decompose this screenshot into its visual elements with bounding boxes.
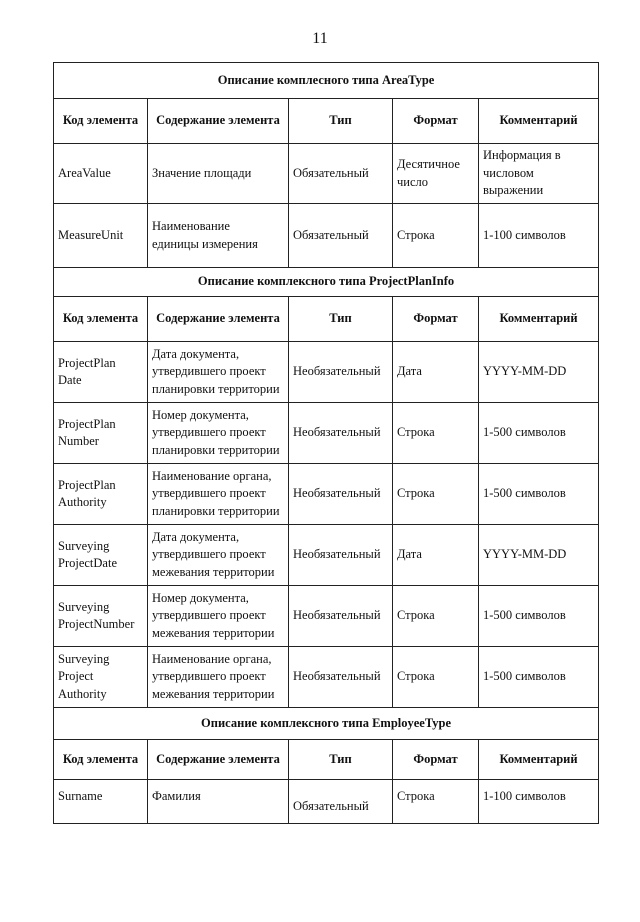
table-row xyxy=(54,586,599,647)
element-content-cell: Дата документа, утвердившего проект межевания территории xyxy=(148,525,289,586)
column-header: Комментарий xyxy=(479,99,599,144)
column-header: Формат xyxy=(393,99,479,144)
element-format-cell: Дата xyxy=(393,525,479,586)
element-format-cell: Строка xyxy=(393,647,479,708)
element-content-cell: Дата документа, утвердившего проект планировки территории xyxy=(148,342,289,403)
column-header: Формат xyxy=(393,740,479,780)
element-code-cell: Surname xyxy=(54,780,148,824)
element-comment-cell: 1-500 символов xyxy=(479,586,599,647)
column-header: Комментарий xyxy=(479,297,599,342)
element-content-cell: Наименование органа, утвердившего проект межевания территории xyxy=(148,647,289,708)
element-content-cell: Номер документа, утвердившего проект межевания территории xyxy=(148,586,289,647)
element-format-cell: Строка xyxy=(393,780,479,824)
column-header: Содержание элемента xyxy=(148,99,289,144)
column-header: Код элемента xyxy=(54,297,148,342)
section-title-projectplaninfo: Описание комплексного типа ProjectPlanInfo xyxy=(54,268,599,297)
element-code-cell: AreaValue xyxy=(54,144,148,204)
element-content-cell: Номер документа, утвердившего проект планировки территории xyxy=(148,403,289,464)
element-comment-cell: Информация в числовом выражении xyxy=(479,144,599,204)
element-format-cell: Строка xyxy=(393,403,479,464)
section-title-row xyxy=(54,63,599,99)
element-format-cell: Строка xyxy=(393,464,479,525)
element-content-cell: Наименование единицы измерения xyxy=(148,204,289,268)
column-header: Содержание элемента xyxy=(148,297,289,342)
header-row xyxy=(54,99,599,144)
table-row xyxy=(54,144,599,204)
header-row xyxy=(54,740,599,780)
table-row xyxy=(54,780,599,824)
table-row xyxy=(54,204,599,268)
element-content-cell: Значение площади xyxy=(148,144,289,204)
element-type-cell: Необязательный xyxy=(289,403,393,464)
element-format-cell: Строка xyxy=(393,586,479,647)
element-format-cell: Десятичное число xyxy=(393,144,479,204)
section-title-row xyxy=(54,708,599,740)
column-header: Тип xyxy=(289,99,393,144)
table-row xyxy=(54,464,599,525)
column-header: Формат xyxy=(393,297,479,342)
element-comment-cell: YYYY-MM-DD xyxy=(479,342,599,403)
element-comment-cell: 1-100 символов xyxy=(479,780,599,824)
element-code-cell: ProjectPlan Number xyxy=(54,403,148,464)
element-code-cell: ProjectPlan Date xyxy=(54,342,148,403)
element-type-cell: Обязательный xyxy=(289,780,393,824)
column-header: Код элемента xyxy=(54,99,148,144)
column-header: Код элемента xyxy=(54,740,148,780)
table-row xyxy=(54,647,599,708)
column-header: Тип xyxy=(289,740,393,780)
element-type-cell: Необязательный xyxy=(289,586,393,647)
column-header: Комментарий xyxy=(479,740,599,780)
element-format-cell: Дата xyxy=(393,342,479,403)
table-row xyxy=(54,525,599,586)
column-header: Тип xyxy=(289,297,393,342)
element-comment-cell: 1-500 символов xyxy=(479,464,599,525)
element-type-cell: Необязательный xyxy=(289,464,393,525)
element-code-cell: ProjectPlan Authority xyxy=(54,464,148,525)
element-description-table xyxy=(53,62,599,824)
page-number: 11 xyxy=(312,30,328,47)
element-content-cell: Фамилия xyxy=(148,780,289,824)
table-row xyxy=(54,403,599,464)
element-code-cell: Surveying Project Authority xyxy=(54,647,148,708)
column-header: Содержание элемента xyxy=(148,740,289,780)
section-title-areatype: Описание комплесного типа AreaType xyxy=(54,63,599,99)
element-code-cell: Surveying ProjectNumber xyxy=(54,586,148,647)
element-comment-cell: 1-100 символов xyxy=(479,204,599,268)
element-type-cell: Обязательный xyxy=(289,144,393,204)
element-comment-cell: YYYY-MM-DD xyxy=(479,525,599,586)
element-code-cell: MeasureUnit xyxy=(54,204,148,268)
element-comment-cell: 1-500 символов xyxy=(479,647,599,708)
element-content-cell: Наименование органа, утвердившего проект планировки территории xyxy=(148,464,289,525)
element-format-cell: Строка xyxy=(393,204,479,268)
element-type-cell: Необязательный xyxy=(289,647,393,708)
element-code-cell: Surveying ProjectDate xyxy=(54,525,148,586)
header-row xyxy=(54,297,599,342)
table-row xyxy=(54,342,599,403)
element-comment-cell: 1-500 символов xyxy=(479,403,599,464)
section-title-employeetype: Описание комплексного типа EmployeeType xyxy=(54,708,599,740)
element-type-cell: Необязательный xyxy=(289,342,393,403)
section-title-row xyxy=(54,268,599,297)
element-type-cell: Необязательный xyxy=(289,525,393,586)
element-type-cell: Обязательный xyxy=(289,204,393,268)
